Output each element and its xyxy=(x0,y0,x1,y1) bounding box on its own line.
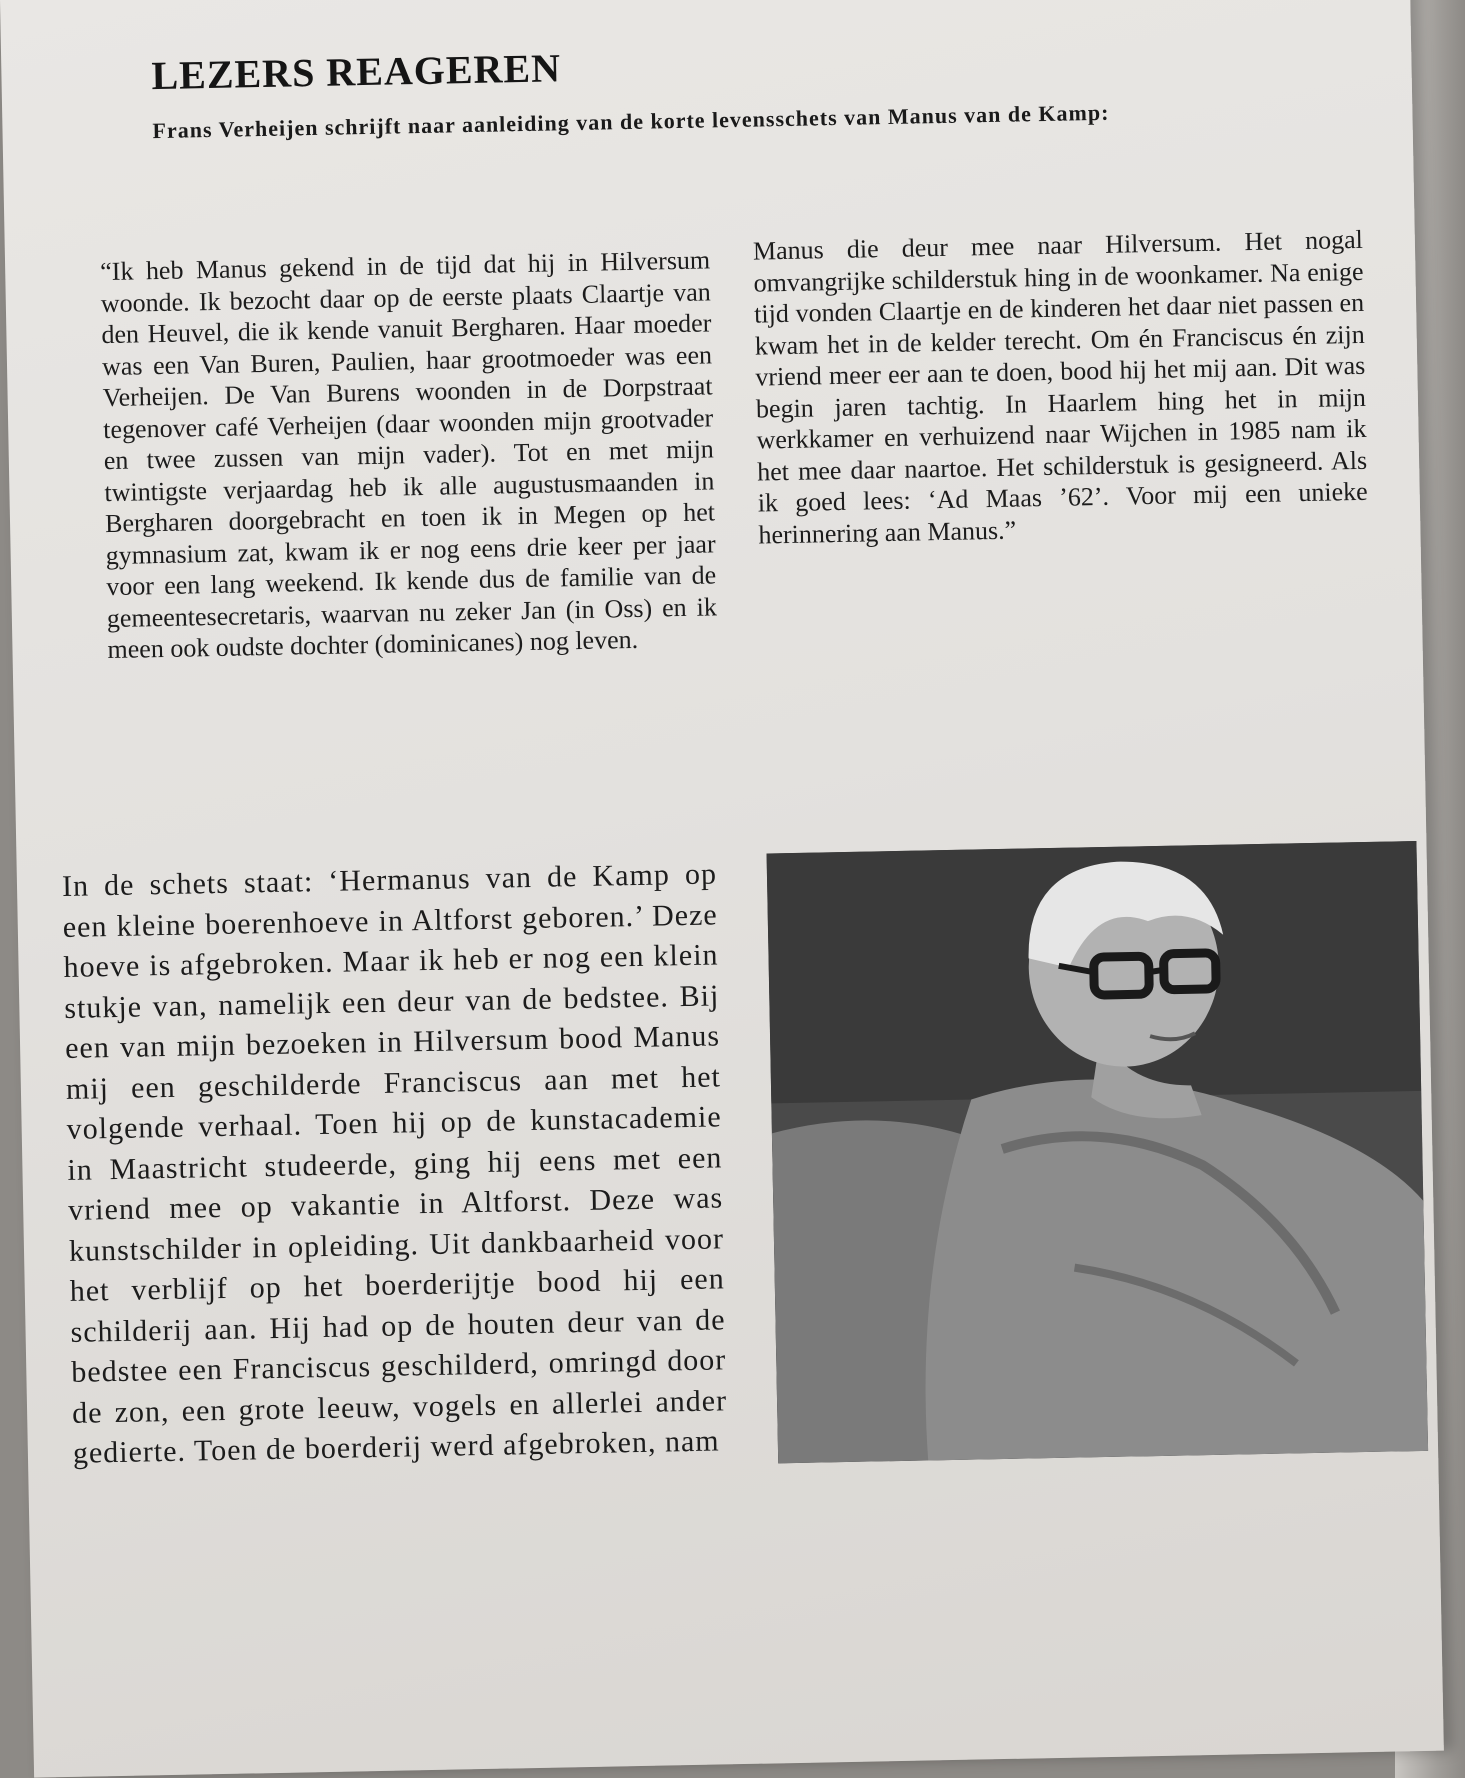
portrait-photo xyxy=(767,841,1429,1463)
article-subtitle: Frans Verheijen schrijft naar aanleiding van de korte levensschets van Manus van de Kamp: xyxy=(152,99,1110,144)
paragraph-left-top: “Ik heb Manus gekend in de tijd dat hij in Hilversum woonde. Ik bezocht daar op de eerste plaats Claartje van den Heuvel, die ik kende vanuit Bergharen. Haar moeder was een Van Buren, Paulien, haar grootmoeder was een Verheijen. De Van Burens woonden in de Dorpstraat tegenover café Verheijen (daar woonden mijn grootvader en twee zussen van mijn vader). Tot en met mijn twintigste verjaardag heb ik alle augustusmaanden in Bergharen doorgebracht en toen ik in Megen op het gymnasium zat, kwam ik er nog eens drie keer per jaar voor een lang weekend. Ik kende dus de familie van de gemeentesecretaris, waarvan nu zeker Jan (in Oss) en ik meen ook oudste dochter (dominicanes) nog leven. xyxy=(99,245,718,665)
paragraph-right-top: Manus die deur mee naar Hilversum. Het nogal omvangrijke schilderstuk hing in de woonkamer. Na enige tijd vonden Claartje en de kinderen het daar niet passen en kwam het in de kelder terecht. Om én Franciscus én zijn vriend meer eer aan te doen, bood hij het mij aan. Dit was begin jaren tachtig. In Haarlem hing het in mijn werkkamer en verhuizend naar Wijchen in 1985 nam ik het mee daar naartoe. Het schilderstuk is gesigneerd. Als ik goed lees: ‘Ad Maas ’62’. Voor mij een unieke herinnering aan Manus.” xyxy=(752,224,1368,550)
portrait-photo-icon xyxy=(767,841,1429,1463)
article-title: LEZERS REAGEREN xyxy=(151,45,562,99)
paragraph-left-bottom: In de schets staat: ‘Hermanus van de Kamp op een kleine boerenhoeve in Altforst geboren.’ Deze hoeve is afgebroken. Maar ik heb er nog een klein stukje van, namelijk een deur van de bedstee. Bij een van mijn bezoeken in Hilversum bood Manus mij een geschilderde Franciscus aan met het volgende verhaal. Toen hij op de kunstacademie in Maastricht studeerde, ging hij eens met een vriend mee op vakantie in Altforst. Deze was kunstschilder in opleiding. Uit dankbaarheid voor het verblijf op het boerderijtje bood hij een schilderij aan. Hij had op de houten deur van de bedstee een Franciscus geschilderd, omringd door de zon, een grote leeuw, vogels en allerlei ander gedierte. Toen de boerderij werd afgebroken, nam xyxy=(61,857,728,1470)
